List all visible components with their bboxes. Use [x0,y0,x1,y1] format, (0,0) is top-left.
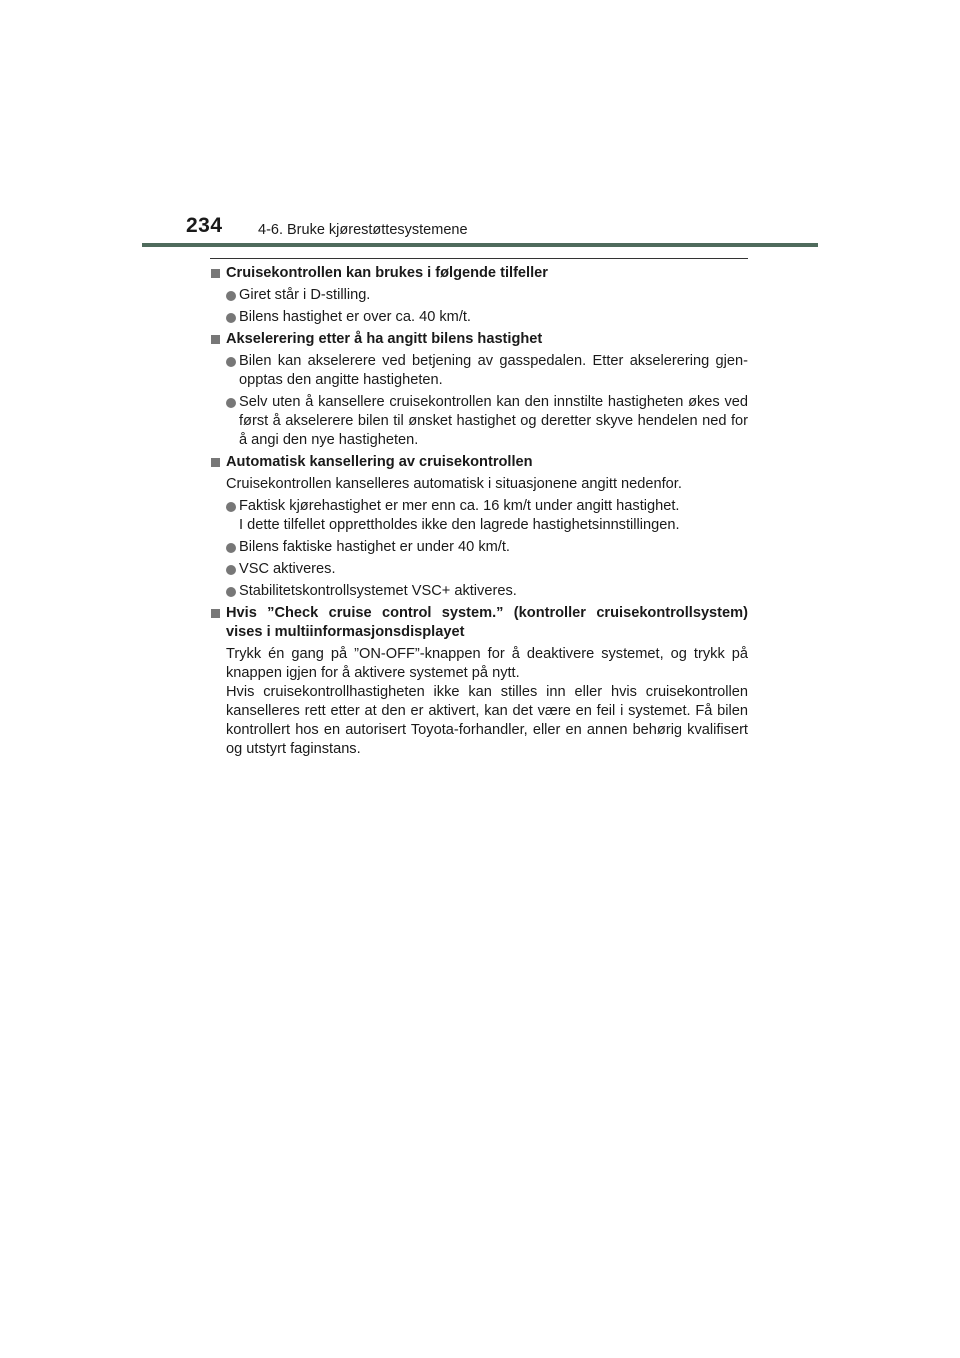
list-item [210,538,748,557]
section-title-text: Automatisk kansellering av cruisekontrollen [226,454,533,470]
list-item [210,560,748,579]
list-item-text [239,308,748,327]
list-item [210,308,748,327]
list-item-text [239,393,748,450]
section-paragraph [210,475,748,494]
section-title-text: Hvis ”Check cruise control system.” (kontroller cruisekontrollsystem) vises i multiinformasjonsdisplayet [226,605,748,640]
list-item [210,582,748,601]
list-item [210,393,748,450]
list-item-line: Bilens faktiske hastighet er under 40 km/t. [239,539,510,555]
square-bullet-icon [211,269,220,278]
list-item [210,497,748,535]
content-rule [210,258,748,259]
section [210,604,748,759]
section-title [210,453,748,472]
list-item-text [239,497,748,535]
paragraph-line: Hvis cruisekontrollhastigheten ikke kan stilles inn eller hvis cruisekontrollen kanselleres rett etter at den er aktivert, kan det være en feil i systemet. Få bilen kontrollert hos en autorisert Toyota-forhandler, eller en annen behørig kvalifisert og utstyrt faginstans. [226,684,748,757]
list-item-text [239,538,748,557]
header-rule [142,243,818,247]
round-bullet-icon [226,543,236,553]
list-item-line: Stabilitetskontrollsystemet VSC+ aktiveres. [239,583,517,599]
list-item [210,352,748,390]
square-bullet-icon [211,609,220,618]
section-title-text: Akselerering etter å ha angitt bilens hastighet [226,331,543,347]
section-title [210,264,748,283]
chapter-title: 4-6. Bruke kjørestøttesystemene [258,222,468,238]
round-bullet-icon [226,291,236,301]
round-bullet-icon [226,313,236,323]
list-item-text [239,582,748,601]
list-item-line: Faktisk kjørehastighet er mer enn ca. 16 km/t under angitt hastighet. [239,498,680,514]
section-title [210,330,748,349]
list-item [210,286,748,305]
list-item-text [239,286,748,305]
section-paragraph [210,645,748,759]
round-bullet-icon [226,502,236,512]
list-item-line: Giret står i D-stilling. [239,287,371,303]
paragraph-line: Cruisekontrollen kanselleres automatisk i situasjonene angitt nedenfor. [226,476,682,492]
section [210,264,748,327]
section-title [210,604,748,642]
section [210,330,748,450]
section-title-text: Cruisekontrollen kan brukes i følgende tilfeller [226,265,548,281]
list-item-line: I dette tilfellet opprettholdes ikke den lagrede hastighetsinnstillingen. [239,517,680,533]
list-item-text [239,560,748,579]
paragraph-line: Trykk én gang på ”ON-OFF”-knappen for å deaktivere systemet, og trykk på knappen igjen for å aktivere systemet på nytt. [226,646,748,681]
round-bullet-icon [226,398,236,408]
list-item-line: Bilen kan akselerere ved betjening av gasspedalen. Etter akselerering gjen-opptas den angitte hastigheten. [239,353,748,388]
round-bullet-icon [226,587,236,597]
list-item-line: Selv uten å kansellere cruisekontrollen kan den innstilte hastigheten økes ved først å akselerere bilen til ønsket hastighet og deretter skyve hendelen ned for å angi den nye hastigheten. [239,394,748,448]
list-item-line: Bilens hastighet er over ca. 40 km/t. [239,309,471,325]
square-bullet-icon [211,335,220,344]
page-number: 234 [186,214,223,237]
section [210,453,748,601]
list-item-line: VSC aktiveres. [239,561,336,577]
content [210,264,748,762]
square-bullet-icon [211,458,220,467]
round-bullet-icon [226,565,236,575]
round-bullet-icon [226,357,236,367]
list-item-text [239,352,748,390]
